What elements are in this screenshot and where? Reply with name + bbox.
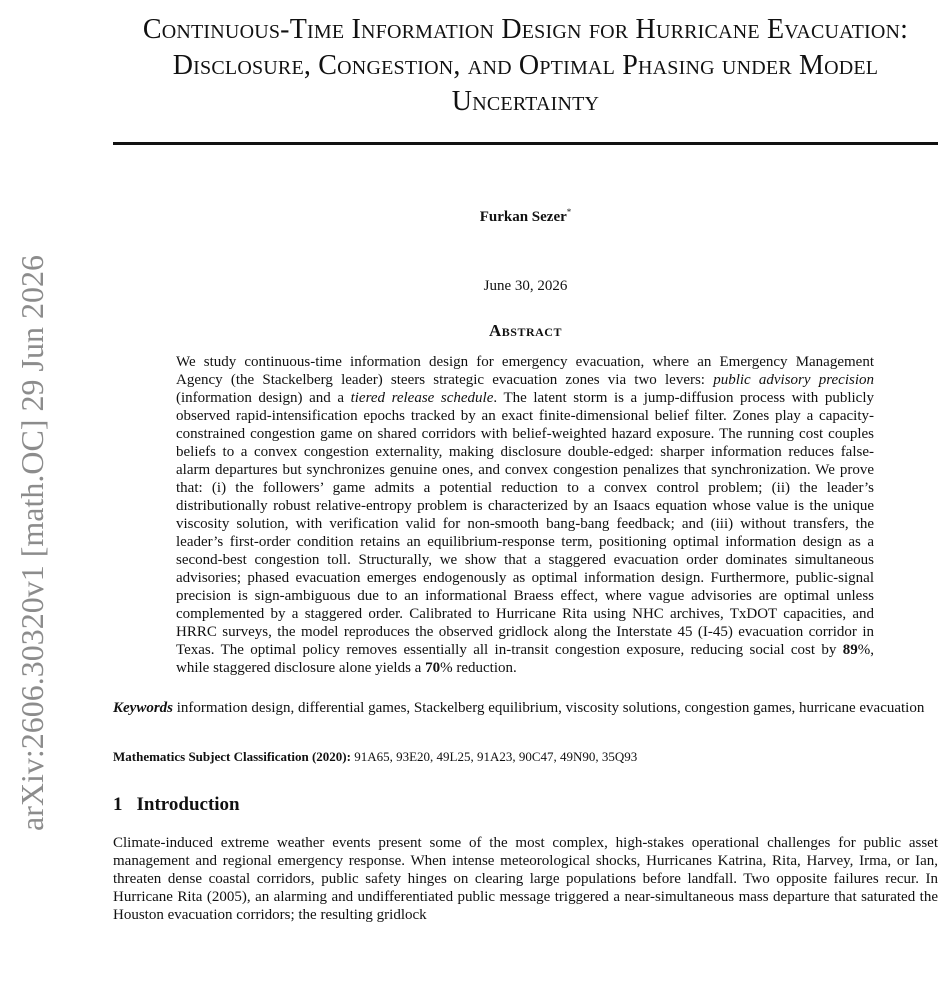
keywords-label: Keywords — [113, 700, 173, 716]
paper-date: June 30, 2026 — [483, 278, 568, 294]
title-rule — [113, 142, 938, 145]
abstract-emphasis-1: public advisory precision — [713, 372, 874, 388]
author-line — [113, 207, 938, 226]
msc-classification — [113, 748, 938, 766]
paper-page — [113, 0, 938, 939]
abstract-emphasis-2: tiered release schedule — [350, 390, 494, 406]
author-name: Furkan Sezer — [479, 209, 567, 225]
arxiv-stamp: arXiv:2606.30320v1 [math.OC] 29 Jun 2026 — [14, 255, 50, 831]
author-footnote-mark[interactable]: * — [566, 207, 572, 217]
abstract-heading: Abstract — [489, 321, 562, 340]
abstract-value-staggered: 70 — [425, 660, 441, 676]
msc-codes: 91A65, 93E20, 49L25, 91A23, 90C47, 49N90, 35Q93 — [354, 749, 638, 764]
abstract-value-social-cost: 89 — [842, 642, 858, 658]
abstract-part-3: . The latent storm is a jump-diffusion process with publicly observed rapid-intensification epochs tracked by an exact finite-dimensional belief filter. Zones play a capacity-constrained congestion game on shared corridors with belief-weighted hazard exposure. The running cost couples beliefs to a convex congestion externality, making disclosure double-edged: sharper information reduces false-alarm departures but synchronizes genuine ones, and convex congestion penalizes that synchronization. We prove that: (i) the followers’ game admits a potential reduction to a convex control problem; (ii) the leader’s distributionally robust relative-entropy problem is characterized by an Isaacs equation whose value is the unique viscosity solution, with verification valid for non-smooth bang-bang feedback; and (iii) without transfers, the leader’s first-order condition retains an equilibrium-response term, positioning optimal information design as a second-best congestion toll. Structurally, we show that a staggered evacuation order dominates simultaneous advisories; phased evacuation emerges endogenously as optimal information design. Furthermore, public-signal precision is sign-ambiguous due to an informational Braess effect, where vague advisories are optimal unless complemented by a staggered order. Calibrated to Hurricane Rita using NHC archives, TxDOT capacities, and HRRC surveys, the model reproduces the observed gridlock along the Interstate 45 (I-45) evacuation corridor in Texas. The optimal policy removes essentially all in-transit congestion exposure, reducing social cost by — [176, 390, 875, 658]
section-number: 1 — [113, 794, 123, 815]
intro-paragraph: Climate-induced extreme weather events present some of the most complex, high-stakes operational challenges for public asset management and regional emergency response. When intense meteorological shocks, Hurricanes Katrina, Rita, Harvey, Irma, or Ian, threaten dense coastal corridors, public safety hinges on clearing large populations before landfall. Two opposite failures recur. In Hurricane Rita (2005), an alarming and undifferentiated public message triggered a near-simultaneous mass departure that saturated the Houston evacuation corridors; the resulting gridlock — [113, 835, 938, 923]
keywords — [113, 699, 938, 718]
abstract-text — [176, 353, 874, 677]
section-heading — [113, 794, 938, 816]
section-title: Introduction — [136, 794, 240, 815]
abstract-part-1: We study continuous-time information design for emergency evacuation, where an Emergency Management Agency (the Stackelberg leader) steers strategic evacuation zones via two levers: — [176, 354, 874, 388]
msc-label: Mathematics Subject Classification (2020): — [113, 749, 351, 764]
abstract-part-4: %, while staggered disclosure alone yields a — [176, 642, 874, 676]
paper-title: Continuous-Time Information Design for Hurricane Evacuation: Disclosure, Congestion, and Optimal Phasing under Model Uncertainty — [142, 14, 909, 117]
abstract-part-5: % reduction. — [440, 660, 517, 676]
abstract-part-2: (information design) and a — [176, 390, 351, 406]
keywords-text: information design, differential games, Stackelberg equilibrium, viscosity solutions, congestion games, hurricane evacuation — [176, 700, 925, 716]
